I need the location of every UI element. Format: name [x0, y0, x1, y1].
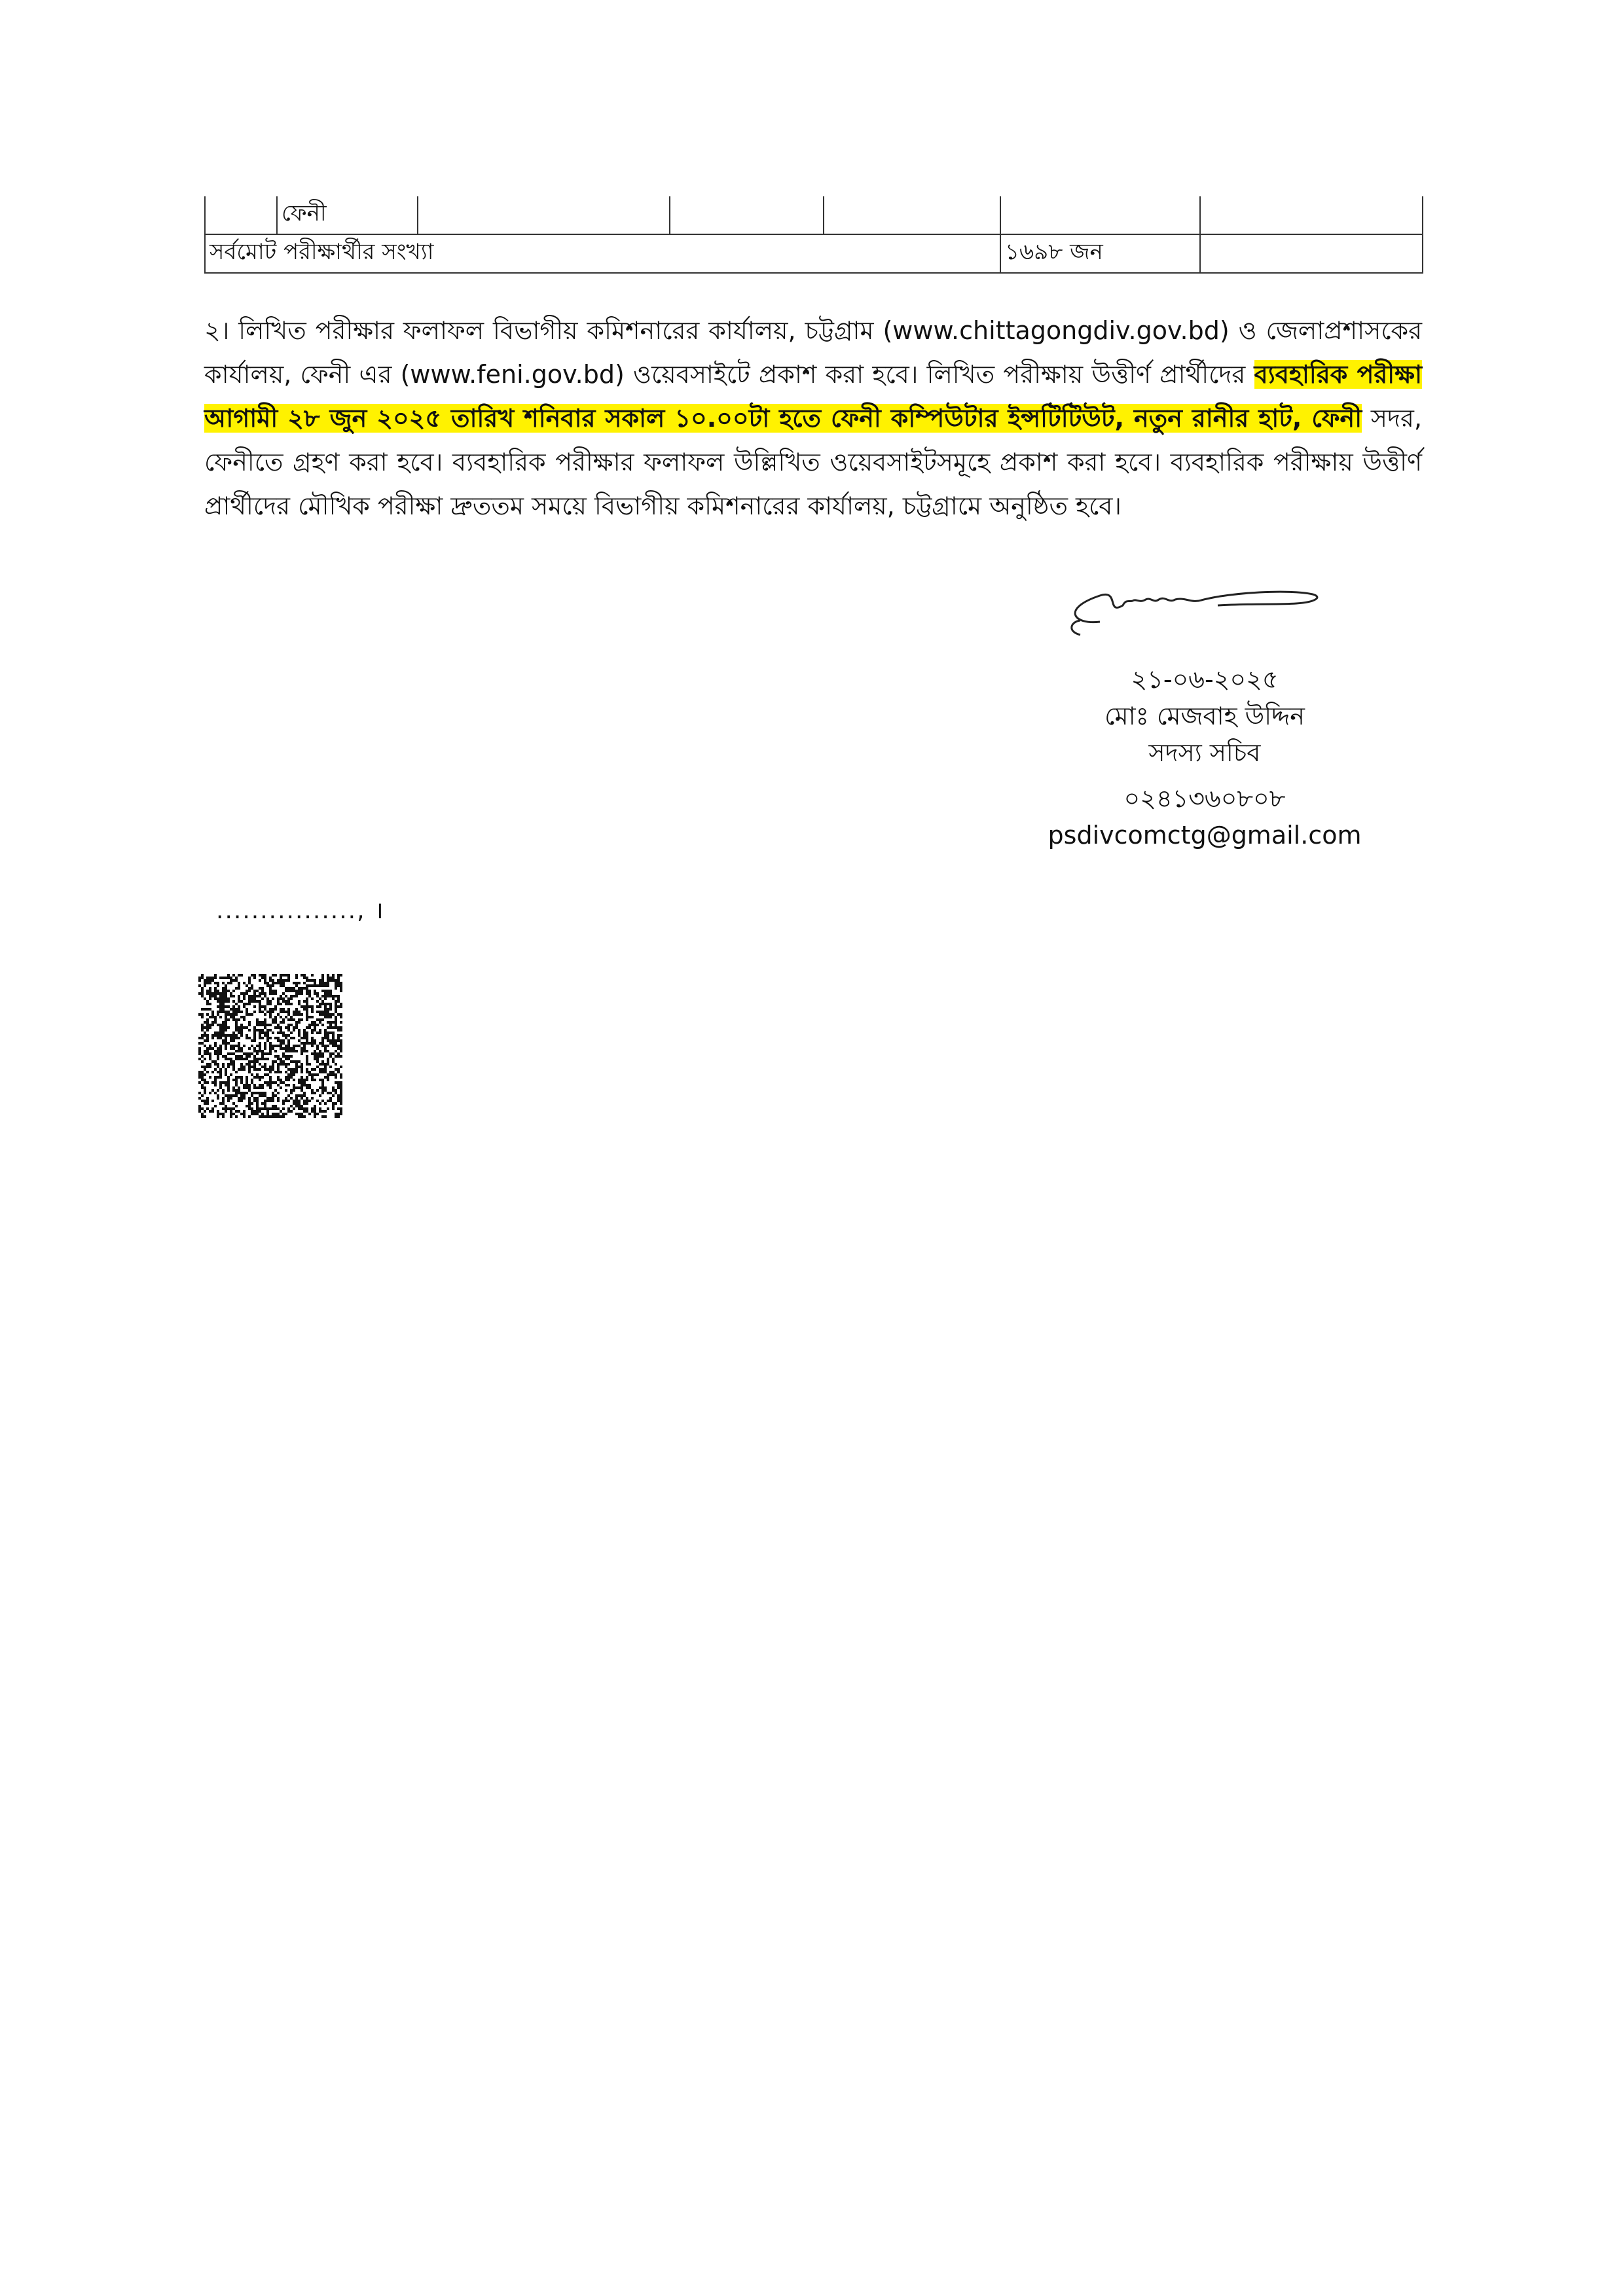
footer-dots: ................, ।	[216, 897, 385, 924]
table-cell	[205, 196, 277, 234]
signature-date: ২১-০৬-২০২৫	[1131, 665, 1279, 694]
table-cell	[1200, 196, 1423, 234]
notice-paragraph	[204, 309, 1422, 528]
paragraph-text: ২। লিখিত পরীক্ষার ফলাফল বিভাগীয় কমিশনারের কার্যালয়, চট্টগ্রাম (www.chittagongdiv.gov.bd) ও জেলাপ্রশাসকের কার্যালয়, ফেনী এর (www.feni.gov.bd) ওয়েবসাইটে প্রকাশ করা হবে। লিখিত পরীক্ষায় উত্তীর্ণ প্রার্থীদের	[204, 316, 1422, 389]
signer-name: মোঃ মেজবাহ উদ্দিন	[1104, 702, 1305, 730]
results-table	[204, 196, 1422, 274]
total-label: সর্বমোট পরীক্ষার্থীর সংখ্যা	[205, 234, 1000, 273]
table-cell	[670, 196, 824, 234]
highlighted-text: ব্যবহারিক পরীক্ষা আগামী ২৮ জুন ২০২৫ তারিখ শনিবার সকাল ১০.০০টা হতে ফেনী কম্পিউটার ইন্সটিটিউট, নতুন রানীর হাট, ফেনী	[204, 360, 1422, 433]
table-cell	[418, 196, 670, 234]
table-row-total	[205, 234, 1423, 273]
signer-phone: ০২৪১৩৬০৮০৮	[1123, 784, 1286, 813]
table-cell	[824, 196, 1000, 234]
table-row	[205, 196, 1423, 234]
total-value: ১৬৯৮ জন	[1000, 234, 1200, 273]
table-cell	[1000, 196, 1200, 234]
signer-designation: সদস্য সচিব	[1148, 738, 1261, 767]
signature-block	[1021, 576, 1388, 853]
qr-code	[198, 974, 342, 1119]
signer-email: psdivcomctg@gmail.com	[1048, 821, 1362, 850]
paragraph-text: সদর, ফেনীতে গ্রহণ করা হবে। ব্যবহারিক পরীক্ষার ফলাফল উল্লিখিত ওয়েবসাইটসমূহে প্রকাশ করা হবে। ব্যবহারিক পরীক্ষায় উত্তীর্ণ প্রার্থীদের মৌখিক পরীক্ষা দ্রুততম সময়ে বিভাগীয় কমিশনারের কার্যালয়, চট্টগ্রামে অনুষ্ঠিত হবে।	[204, 404, 1422, 520]
table-cell	[1200, 234, 1423, 273]
table-cell-district: ফেনী	[277, 196, 418, 234]
